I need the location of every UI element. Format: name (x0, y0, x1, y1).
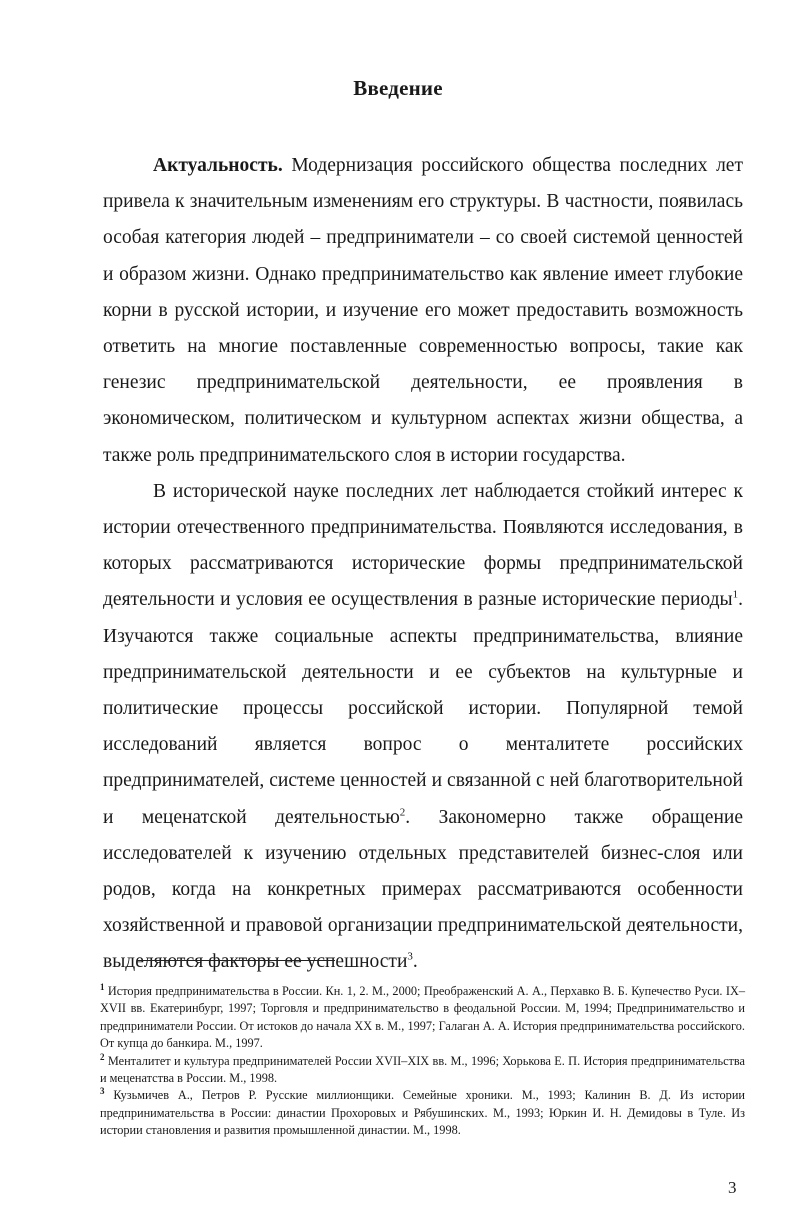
footnote-number: 1 (100, 981, 105, 992)
paragraph-text: . Изучаются также социальные аспекты предпринимательства, влияние предпринимательской деятельности и ее субъектов на культурные и политические процессы российской истории. Популярной темой исследований является вопрос о менталитете российских предпринимателей, системе ценностей и связанной с ней благотворительной и меценатской деятельностью (103, 589, 743, 828)
footnote (100, 983, 745, 1053)
footnote-number: 3 (100, 1086, 105, 1097)
footnotes (100, 983, 745, 1140)
body-text (103, 148, 743, 981)
footnote-ref: 3 (407, 950, 413, 963)
paragraph-text: . Закономерно также обращение исследователей к изучению отдельных представителей бизнес-слоя или родов, когда на конкретных примерах рассматриваются особенности хозяйственной и правовой организации предпринимательской деятельности, выделяются факторы ее успешности (103, 806, 743, 973)
footnote-number: 2 (100, 1051, 105, 1062)
paragraph-lead: Актуальность. (153, 155, 283, 176)
paragraph-text: В исторической науке последних лет наблюдается стойкий интерес к истории отечественного предпринимательства. Появляются исследования, в которых рассматриваются исторические формы предпринимательской деятельности и условия ее осуществления в разные исторические периоды (103, 480, 743, 611)
footnote (100, 1053, 745, 1088)
footnote (100, 1087, 745, 1139)
page-title: Введение (353, 76, 443, 100)
footnote-text: Менталитет и культура предпринимателей России XVII–XIX вв. М., 1996; Хорькова Е. П. История предпринимательства и меценатства в России. М., 1998. (100, 1053, 745, 1086)
paragraph-text: Модернизация российского общества последних лет привела к значительным изменениям его структуры. В частности, появилась особая категория людей – предприниматели – со своей системой ценностей и образом жизни. Однако предпринимательство как явление имеет глубокие корни в русской истории, и изучение его может предоставить возможность ответить на многие поставленные современностью вопросы, такие как генезис предпринимательской деятельности, ее проявления в экономическом, политическом и культурном аспектах жизни общества, а также роль предпринимательского слоя в истории государства. (103, 155, 743, 466)
footnote-text: История предпринимательства в России. Кн. 1, 2. М., 2000; Преображенский А. А., Перхавко В. Б. Купечество Руси. IX–XVII вв. Екатеринбург, 1997; Торговля и предпринимательство в феодальной России. М, 1994; Предпринимательство и предприниматели России. От истоков до начала XX в. М., 1997; Галаган А. А. История предпринимательства российского. От купца до банкира. М., 1997. (100, 984, 745, 1051)
footnote-text: Кузьмичев А., Петров Р. Русские миллионщики. Семейные хроники. М., 1993; Калинин В. Д. Из истории предпринимательства в России: династии Прохоровых и Рябушинских. М., 1993; Юркин И. Н. Демидовы в Туле. Из истории становления и развития промышленной династии. М., 1998. (100, 1088, 745, 1138)
paragraph-relevance (103, 148, 743, 474)
footnote-ref: 1 (732, 588, 739, 601)
page-number: 3 (728, 1178, 737, 1197)
paragraph-text: . (412, 951, 418, 973)
footnote-divider (137, 960, 335, 961)
footnote-ref: 2 (399, 806, 406, 819)
paragraph-historiography (103, 474, 743, 981)
